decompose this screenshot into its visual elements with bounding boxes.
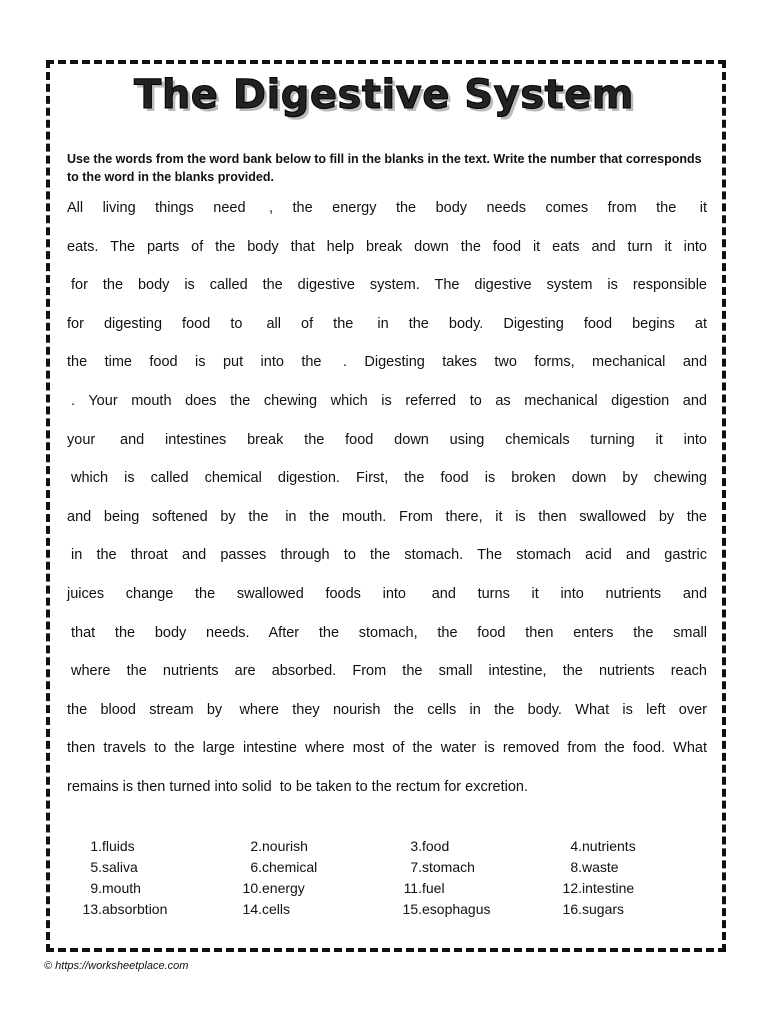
- word-bank-word: nourish: [262, 838, 308, 854]
- passage-text: for digesting food to: [67, 315, 243, 332]
- passage-line: [67, 779, 707, 805]
- passage-line: [67, 702, 707, 728]
- passage-line: [67, 586, 707, 612]
- word-bank-word: stomach: [422, 859, 475, 875]
- passage-text: which is called chemical digestion. First, the food is broken down by chewing: [71, 470, 707, 487]
- passage-text: the time food is put into the: [67, 354, 322, 371]
- word-bank-number: 15.: [402, 901, 422, 917]
- word-bank-item: [240, 901, 290, 917]
- word-bank-number: 12.: [562, 880, 582, 896]
- passage-text: for the body is called the digestive system. The digestive system is responsible: [71, 277, 707, 294]
- passage-text: . Your mouth does the chewing which is referred to as mechanical digestion and: [71, 393, 707, 409]
- dashed-border: [46, 60, 726, 952]
- word-bank-item: [240, 838, 308, 854]
- passage-text: where the nutrients are absorbed. From the small intestine, the nutrients reach: [71, 663, 707, 680]
- instructions: Use the words from the word bank below to fill in the blanks in the text. Write the number that corresponds to the word in the blanks provided.: [67, 152, 702, 184]
- word-bank-number: 4.: [570, 838, 582, 854]
- word-bank-item: [400, 880, 445, 896]
- word-bank-item: [560, 901, 624, 917]
- passage-line: [67, 393, 707, 419]
- passage-text: in the throat and passes through to the stomach. The stomach acid and gastric: [71, 547, 707, 564]
- word-bank-word: nutrients: [582, 838, 636, 854]
- word-bank-word: waste: [582, 859, 619, 875]
- passage-text: in the mouth. From there, it is then swallowed by the: [285, 508, 707, 525]
- word-bank-item: [80, 859, 138, 875]
- word-bank-word: cells: [262, 901, 291, 917]
- footer-credit: © https://worksheetplace.com: [44, 960, 189, 972]
- passage-text: All living things need: [67, 200, 246, 216]
- passage-text: in the body. Digesting food begins at: [377, 315, 707, 332]
- passage-text: then travels to the large intestine where most of the water is removed from the food. What: [67, 740, 707, 757]
- passage-text: it: [699, 200, 708, 216]
- passage-line: [67, 625, 707, 651]
- word-bank-item: [400, 901, 491, 917]
- word-bank-word: sugars: [582, 901, 625, 917]
- passage-text: that the body needs. After the stomach, the food then enters the small: [71, 624, 707, 641]
- word-bank-number: 5.: [90, 859, 102, 875]
- passage-line: [67, 547, 707, 573]
- word-bank-item: [240, 859, 317, 875]
- word-bank-number: 10.: [242, 880, 262, 896]
- word-bank-word: food: [422, 838, 450, 854]
- word-bank-number: 9.: [90, 880, 102, 896]
- passage-line: [67, 663, 707, 689]
- passage-text: eats. The parts of the body that help break down the food it eats and turn it into: [67, 238, 707, 255]
- passage-text: remains is then turned into solid: [67, 779, 272, 795]
- passage-line: [67, 509, 707, 535]
- word-bank-word: fuel: [422, 880, 445, 896]
- word-bank-item: [400, 838, 449, 854]
- word-bank-number: 13.: [82, 901, 102, 917]
- word-bank-item: [560, 880, 634, 896]
- word-bank-word: chemical: [262, 859, 318, 875]
- word-bank-item: [560, 838, 636, 854]
- word-bank-number: 14.: [242, 901, 262, 917]
- word-bank-number: 3.: [410, 838, 422, 854]
- passage-text: to be taken to the rectum for excretion.: [279, 779, 529, 795]
- word-bank-word: fluids: [102, 838, 135, 854]
- word-bank-item: [560, 859, 619, 875]
- passage-text: and turns it into nutrients and: [431, 586, 708, 602]
- word-bank-number: 2.: [250, 838, 262, 854]
- word-bank-word: energy: [262, 880, 305, 896]
- word-bank-word: mouth: [102, 880, 141, 896]
- word-bank-number: 1.: [90, 838, 102, 854]
- word-bank-number: 16.: [562, 901, 582, 917]
- passage-text: and being softened by the: [67, 508, 269, 525]
- passage-line: [67, 200, 707, 226]
- passage-text: and intestines break the food down using chemicals turning it into: [120, 431, 707, 448]
- word-bank-number: 6.: [250, 859, 262, 875]
- passage-line: [67, 277, 707, 303]
- passage-text: all of the: [266, 315, 354, 332]
- passage-line: [67, 239, 707, 265]
- word-bank-item: [400, 859, 475, 875]
- word-bank-word: absorbtion: [102, 901, 168, 917]
- passage-text: . Digesting takes two forms, mechanical and: [342, 354, 708, 371]
- word-bank-word: saliva: [102, 859, 138, 875]
- word-bank-item: [240, 880, 305, 896]
- passage-line: [67, 354, 707, 380]
- passage-line: [67, 740, 707, 766]
- passage-text: your: [67, 431, 96, 448]
- page-title: The Digestive System: [134, 72, 634, 118]
- passage-text: , the energy the body needs comes from the: [269, 200, 677, 216]
- passage-text: the blood stream by: [67, 701, 223, 718]
- word-bank-number: 7.: [410, 859, 422, 875]
- passage-line: [67, 432, 707, 458]
- passage-text: where they nourish the cells in the body. What is left over: [239, 701, 708, 718]
- passage-line: [67, 470, 707, 496]
- word-bank-number: 11.: [403, 880, 422, 896]
- passage-text: juices change the swallowed foods into: [67, 586, 406, 602]
- word-bank-item: [80, 880, 141, 896]
- word-bank-number: 8.: [570, 859, 582, 875]
- passage-line: [67, 316, 707, 342]
- word-bank-item: [80, 838, 135, 854]
- word-bank-word: intestine: [582, 880, 635, 896]
- word-bank-word: esophagus: [422, 901, 491, 917]
- word-bank-item: [80, 901, 167, 917]
